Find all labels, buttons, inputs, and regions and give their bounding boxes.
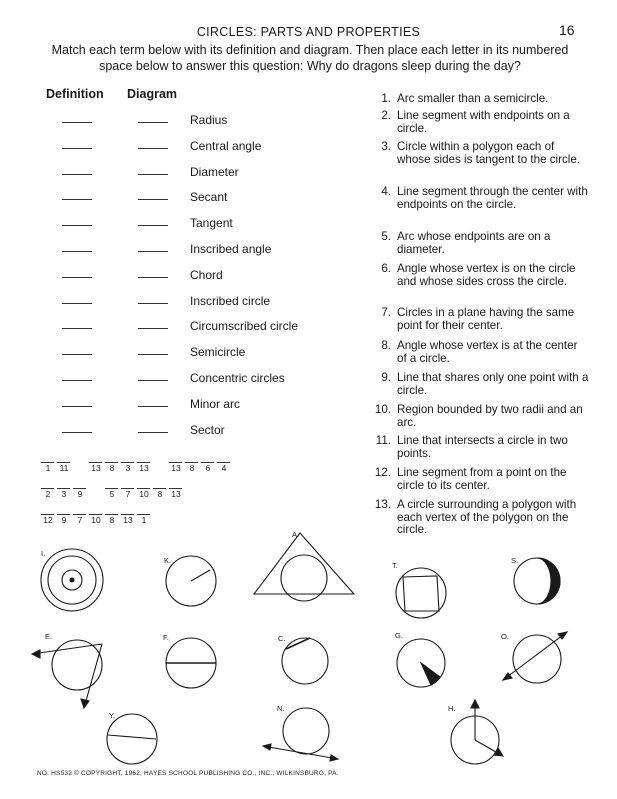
definition-number: 2. — [381, 109, 391, 122]
term-label: Inscribed circle — [190, 293, 271, 308]
term-label: Radius — [190, 113, 228, 127]
diagram-blank[interactable] — [138, 225, 168, 226]
diagram-e-inscribed-angle — [32, 640, 102, 708]
answer-blank-number: 13 — [123, 515, 133, 525]
instructions: Match each term below with its definition and diagram. Then place each letter in its numbered space below to answer this question: Why do dragons sleep during the day? — [51, 43, 569, 73]
definition-number: 10. — [374, 403, 391, 416]
diagram-g-sector — [397, 639, 445, 687]
diagrams — [0, 520, 617, 770]
term-label: Concentric circles — [190, 371, 285, 385]
definition-text: Line segment from a point on the circle to its center. — [397, 466, 567, 492]
answer-blank-number: 8 — [109, 463, 115, 473]
answer-blank-number: 9 — [77, 489, 83, 499]
definition-number: 1. — [381, 92, 391, 105]
diagram-label-g: G. — [395, 631, 403, 640]
answer-blank-number: 6 — [205, 463, 211, 473]
answer-blank-number: 8 — [157, 489, 163, 499]
diagram-blank[interactable] — [138, 380, 168, 381]
definition-blank[interactable] — [62, 432, 92, 433]
term-label: Inscribed angle — [190, 242, 272, 256]
page-title: CIRCLES: PARTS AND PROPERTIES — [196, 25, 421, 39]
copyright-footer: NO. HS532 © COPYRIGHT, 1962, HAYES SCHOOL PUBLISHING CO., INC., WILKINSBURG, PA. — [37, 770, 339, 777]
diagram-i-concentric-circles — [41, 549, 103, 611]
answer-blank-number: 13 — [171, 489, 181, 499]
diagram-c-minor-arc — [282, 638, 328, 684]
definition-text: Circle within a polygon each of whose sides is tangent to the circle. — [397, 140, 581, 166]
diagram-f-diameter — [166, 638, 216, 688]
answer-blank-number: 9 — [61, 515, 67, 525]
diagram-label-o: O. — [501, 632, 509, 641]
diagram-label-t: T. — [392, 561, 398, 570]
answer-blank-number: 5 — [109, 489, 115, 499]
diagram-blank[interactable] — [138, 199, 168, 200]
diagram-blank[interactable] — [138, 251, 168, 252]
definition-text: Arc whose endpoints are on a diameter. — [397, 230, 551, 256]
diagram-label-f: F. — [163, 633, 169, 642]
diagram-h-central-angle — [451, 700, 503, 764]
definition-blank[interactable] — [62, 225, 92, 226]
definition-blank[interactable] — [62, 251, 92, 252]
diagram-blank[interactable] — [138, 277, 168, 278]
diagram-s-semicircle — [514, 558, 560, 604]
answer-blank-number: 1 — [45, 463, 51, 473]
definition-number: 4. — [381, 185, 391, 198]
definition-blank[interactable] — [62, 277, 92, 278]
definition-blank[interactable] — [62, 303, 92, 304]
diagram-label-i: I. — [41, 549, 46, 558]
diagram-label-y: Y. — [109, 711, 116, 720]
definition-text: Line segment through the center with endpoints on the circle. — [397, 185, 588, 211]
answer-blank-number: 13 — [171, 463, 181, 473]
definition-column-header: Definition — [46, 87, 104, 101]
diagram-blank[interactable] — [138, 354, 168, 355]
answer-blank-number: 13 — [91, 463, 101, 473]
diagram-label-c: C. — [278, 634, 286, 643]
definition-number: 6. — [381, 262, 391, 275]
diagram-label-n: N. — [277, 704, 285, 713]
diagram-label-k: K. — [164, 556, 172, 565]
answer-blank-number: 12 — [43, 515, 53, 525]
term-label: Central angle — [190, 138, 262, 153]
diagram-blank[interactable] — [138, 432, 168, 433]
definition-text: Line segment with endpoints on a circle. — [397, 109, 570, 135]
answer-blank-number: 2 — [45, 489, 51, 499]
definition-blank[interactable] — [62, 354, 92, 355]
answer-blank-number: 7 — [77, 515, 83, 525]
term-label: Secant — [190, 190, 228, 205]
diagram-column-header: Diagram — [127, 87, 178, 101]
definition-blank[interactable] — [62, 174, 92, 175]
diagram-label-h: H. — [448, 704, 456, 713]
term-label: Chord — [190, 267, 223, 282]
definition-number: 13. — [374, 498, 391, 511]
definition-number: 5. — [381, 230, 391, 243]
definition-text: A circle surrounding a polygon with each vertex of the polygon on the circle. — [397, 498, 577, 536]
definition-blank[interactable] — [62, 406, 92, 407]
definition-number: 8. — [381, 339, 391, 352]
term-label: Diameter — [190, 164, 239, 179]
diagram-blank[interactable] — [138, 122, 168, 123]
definition-number: 12. — [374, 466, 391, 479]
diagram-y-chord — [107, 714, 157, 764]
term-label: Semicircle — [190, 345, 246, 360]
answer-blank-number: 10 — [91, 515, 101, 525]
answer-blank-number: 7 — [125, 489, 131, 499]
diagram-a-inscribed-circle — [254, 533, 354, 601]
diagram-blank[interactable] — [138, 328, 168, 329]
term-label: Tangent — [190, 216, 233, 231]
diagram-n-tangent — [263, 708, 338, 761]
answer-blank-number: 3 — [61, 489, 67, 499]
diagram-k-radius — [166, 556, 216, 606]
page-number: 16 — [559, 22, 575, 38]
definition-number: 3. — [381, 140, 391, 153]
definition-number: 7. — [381, 306, 391, 319]
answer-blank-number: 8 — [109, 515, 115, 525]
answer-blank-number: 1 — [141, 515, 147, 525]
diagram-label-s: S. — [511, 556, 519, 565]
definition-text: Line that intersects a circle in two points. — [397, 434, 568, 460]
definition-blank[interactable] — [62, 199, 92, 200]
diagram-o-secant — [503, 632, 567, 683]
answer-blank-number: 3 — [125, 463, 131, 473]
definition-blank[interactable] — [62, 328, 92, 329]
definition-text: Angle whose vertex is on the circle and whose sides cross the circle. — [397, 262, 576, 288]
diagram-blank[interactable] — [138, 406, 168, 407]
answer-blank-number: 10 — [139, 489, 149, 499]
diagram-t-circumscribed-circle — [396, 568, 446, 618]
definition-blank[interactable] — [62, 380, 92, 381]
term-label: Minor arc — [190, 396, 241, 411]
definition-text: Line that shares only one point with a circle. — [397, 371, 589, 397]
term-label: Circumscribed circle — [190, 319, 299, 334]
definition-text: Arc smaller than a semicircle. — [397, 92, 549, 105]
definition-blank[interactable] — [62, 148, 92, 149]
definition-text: Angle whose vertex is at the center of a circle. — [397, 339, 578, 365]
answer-blank-number: 13 — [139, 463, 149, 473]
diagram-label-e: E. — [45, 632, 53, 641]
answer-blank-number: 8 — [189, 463, 195, 473]
definition-number: 11. — [375, 434, 391, 447]
definition-blank[interactable] — [62, 122, 92, 123]
definition-text: Circles in a plane having the same point for their center. — [397, 306, 575, 332]
diagram-blank[interactable] — [138, 303, 168, 304]
diagram-blank[interactable] — [138, 174, 168, 175]
definition-text: Region bounded by two radii and an arc. — [397, 403, 583, 429]
term-label: Sector — [190, 422, 225, 437]
diagram-blank[interactable] — [138, 148, 168, 149]
definition-number: 9. — [381, 371, 391, 384]
answer-blank-number: 4 — [221, 463, 227, 473]
diagram-label-a: A. — [292, 530, 300, 539]
answer-blank-number: 11 — [59, 463, 69, 473]
